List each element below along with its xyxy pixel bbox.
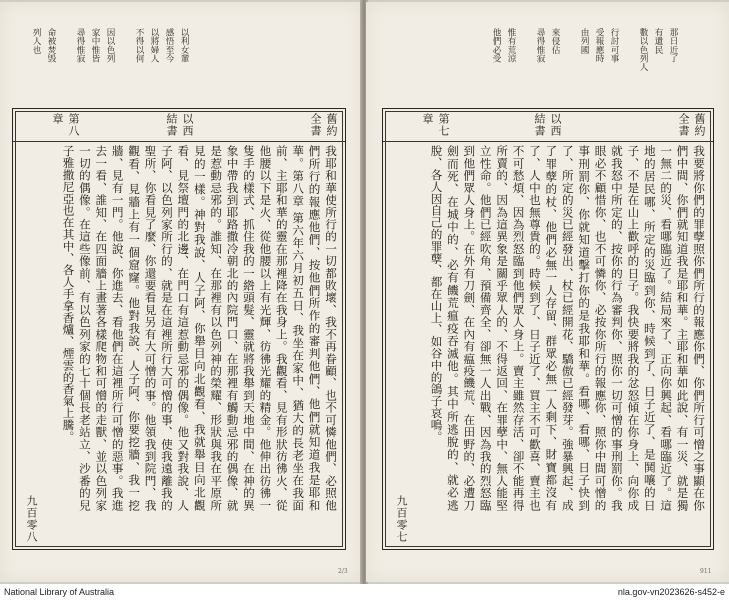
note: 以將婦人 <box>149 28 159 63</box>
note: 尋得惟寂 <box>75 28 85 63</box>
library-name: National Library of Australia <box>4 587 115 597</box>
text-frame-left <box>12 108 346 550</box>
note: 他們必受 <box>491 28 501 63</box>
note: 那日近了 <box>668 28 678 63</box>
library-credit-bar <box>0 584 729 600</box>
right-page <box>366 2 729 582</box>
marginal-notes-left <box>26 28 189 62</box>
text-frame-right <box>382 108 714 550</box>
marginal-notes-right <box>486 28 678 71</box>
note: 惟有荒涼 <box>506 28 516 63</box>
note: 由列國 <box>579 28 589 54</box>
note: 不得以何 <box>134 28 144 63</box>
note: 行討可事 <box>609 28 619 63</box>
running-header-left <box>13 109 345 142</box>
header-book: 舊約全書 <box>309 113 338 137</box>
note: 因以色列 <box>105 28 115 63</box>
header-chapter: 第八章 <box>51 113 80 137</box>
note: 受報應時 <box>594 28 604 63</box>
left-page <box>0 2 362 582</box>
note: 有遺民 <box>653 28 663 54</box>
note: 尋得惟寂 <box>535 28 545 63</box>
note: 列人也 <box>31 28 41 54</box>
note: 家中惟皆 <box>90 28 100 63</box>
note: 命被焚毁 <box>46 28 56 63</box>
scan-tag: 2/3 <box>338 568 348 575</box>
body-text-left: 我耶和華使所行的一切都敗壞、我不再眷顧、也不可憐他們、必照他們所行的報應他們、按他們所作的審判他們、他們就知道我是耶和華。第八章 第六年六月初五日、我坐在家中、猶大的長老坐在我面前、主耶和華的靈在那裡降在我身上。我觀看、見有形狀彷彿火、從他腰以下是火、從他腰以上有光輝、彷彿光耀的精金。他伸出彷彿一隻手的樣式、抓住我的一綹頭髮、靈就將我舉到天地中間、在神的異象中帶我到耶路撒冷朝北的內院門口、在那裡有觸動忌邪的偶像、就是惹動忌邪的。誰知、在那裡有以色列神的榮耀、形狀與我在平原所見的一樣。神對我說、人子阿、你舉目向北觀看、我就舉目向北觀看、見祭壇門的北邊、在門口有這惹動忌邪的偶像。他又對我說、人子阿、以色列家所行的、就是在這裡所行大可憎的事、使我遠離我的聖所、你看見了麼、你還要看見另有大可憎的事。他領我到院門、我觀看、見牆上有一個窟窿。他對我說、人子阿、你要挖牆、我一挖牆、見有一門。他說、你進去、看他們在這裡所行可憎的惡事。我進去一看、誰知、在四面牆上畫著各樣爬物和可憎的走獸、並以色列家一切的偶像。在這些像前、有以色列家的七十個長老站立、沙番的兒子雅撒尼亞也在其中、各人手拿香爐、煙雲的香氣上騰。 <box>61 145 338 511</box>
scan-tag: 911 <box>700 568 712 575</box>
note: 數以色列人 <box>638 28 648 71</box>
note: 感悟至今 <box>164 28 174 63</box>
header-chapter: 第七章 <box>421 113 450 137</box>
header-title: 以西結書 <box>165 113 194 137</box>
note: 以利女輩 <box>179 28 189 63</box>
note: 來侵佔 <box>550 28 560 54</box>
item-identifier: nla.gov-vn2023626-s452-e <box>617 587 725 597</box>
running-header-right <box>383 109 713 142</box>
header-book: 舊約全書 <box>677 113 706 137</box>
page-number-right: 九百零七 <box>395 495 408 543</box>
page-number-left: 九百零八 <box>25 495 38 543</box>
header-title: 以西結書 <box>533 113 562 137</box>
body-text-right: 我要將你們的罪孽照你們所行的報應你們、你們所行可憎之事顯在你們中間、你們就知道我是耶和華。主耶和華如此說、有一災、就是獨一無二的災、看哪臨近了。結局來了、正向你興起、看哪臨近了。這地的居民哪、所定的災臨到你、時候到了、日子近了、是鬨嚷的日子、不是在山上歡呼的日子。我快要將我的忿怒傾在你身上、向你成就我怒中所定的、按你的行為審判你、照你一切可憎的事刑罰你。我眼必不顧惜你、也不可憐你、必按你所行的報應你、照你中間可憎的事刑罰你、你就知道擊打你的是我耶和華。看哪、看哪、日子快到了、所定的災已經發出、杖已經開花、驕傲已經發芽。強暴興起、成了罪孽的杖、他們必無一人存留、群眾必無一人剩下、財寶都沒有了、人中也無尊貴的。時候到了、日子近了、買主不可歡喜、賣主也不可愁煩、因為烈怒臨到他們眾人身上。賣主雖然存活、卻不能再得所賣的、因為這異象是關乎眾人的、不得返回、在罪孽中、無人能堅立性命。他們已經吹角、預備齊全、卻無一人出戰、因為我的烈怒臨到他們眾人身上。在外有刀劍、在內有瘟疫饑荒、在田野的、必遭刀劍而死、在城中的、必有饑荒瘟疫吞滅他。其中所逃脫的、就必逃脫、各人因自己的罪孽、都在山上、如谷中的鴿子哀鳴。 <box>429 145 706 511</box>
